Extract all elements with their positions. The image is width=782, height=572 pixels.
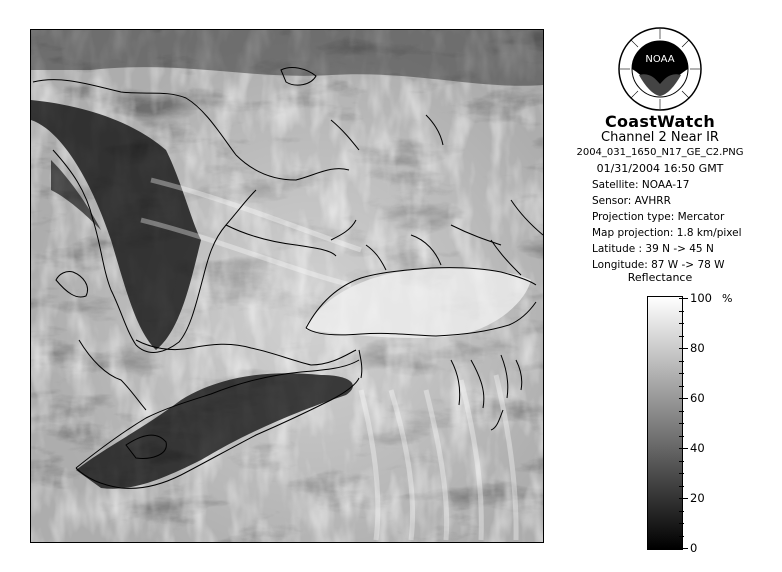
satellite-image	[30, 29, 544, 543]
colorbar-major-tick	[679, 348, 688, 349]
colorbar	[647, 296, 683, 550]
colorbar-minor-tick	[679, 386, 684, 387]
colorbar-minor-tick	[679, 523, 684, 524]
logo-text: NOAA	[645, 54, 675, 65]
colorbar-tick-label: 80	[690, 341, 705, 355]
colorbar-minor-tick	[679, 411, 684, 412]
sensor-label: Sensor: AVHRR	[592, 195, 671, 207]
satellite-label: Satellite: NOAA-17	[592, 179, 690, 191]
longitude-label: Longitude: 87 W -> 78 W	[592, 259, 725, 271]
colorbar-minor-tick	[679, 473, 684, 474]
colorbar-unit: %	[722, 292, 733, 305]
colorbar-major-tick	[679, 548, 688, 549]
projection-type-label: Projection type: Mercator	[592, 211, 725, 223]
datetime-label: 01/31/2004 16:50 GMT	[596, 162, 724, 175]
map-projection-label: Map projection: 1.8 km/pixel	[592, 227, 742, 239]
colorbar-major-tick	[679, 498, 688, 499]
colorbar-tick-label: 0	[690, 541, 698, 555]
filename-label: 2004_031_1650_N17_GE_C2.PNG	[576, 147, 744, 158]
colorbar-major-tick	[679, 448, 688, 449]
satellite-image-svg	[31, 30, 543, 542]
latitude-label: Latitude : 39 N -> 45 N	[592, 243, 714, 255]
colorbar-minor-tick	[679, 336, 684, 337]
colorbar-title: Reflectance	[627, 271, 693, 284]
colorbar-major-tick	[679, 398, 688, 399]
colorbar-tick-label: 100	[690, 291, 712, 305]
colorbar-tick-label: 60	[690, 391, 705, 405]
colorbar-minor-tick	[679, 423, 684, 424]
noaa-logo	[617, 26, 703, 112]
colorbar-tick-label: 40	[690, 441, 705, 455]
colorbar-minor-tick	[679, 511, 684, 512]
brand-title: CoastWatch	[604, 112, 716, 131]
colorbar-minor-tick	[679, 486, 684, 487]
colorbar-minor-tick	[679, 436, 684, 437]
colorbar-tick-label: 20	[690, 491, 705, 505]
colorbar-minor-tick	[679, 323, 684, 324]
colorbar-major-tick	[679, 298, 688, 299]
colorbar-minor-tick	[679, 461, 684, 462]
colorbar-minor-tick	[679, 311, 684, 312]
colorbar-minor-tick	[679, 536, 684, 537]
channel-label: Channel 2 Near IR	[601, 130, 719, 145]
colorbar-minor-tick	[679, 373, 684, 374]
colorbar-minor-tick	[679, 361, 684, 362]
